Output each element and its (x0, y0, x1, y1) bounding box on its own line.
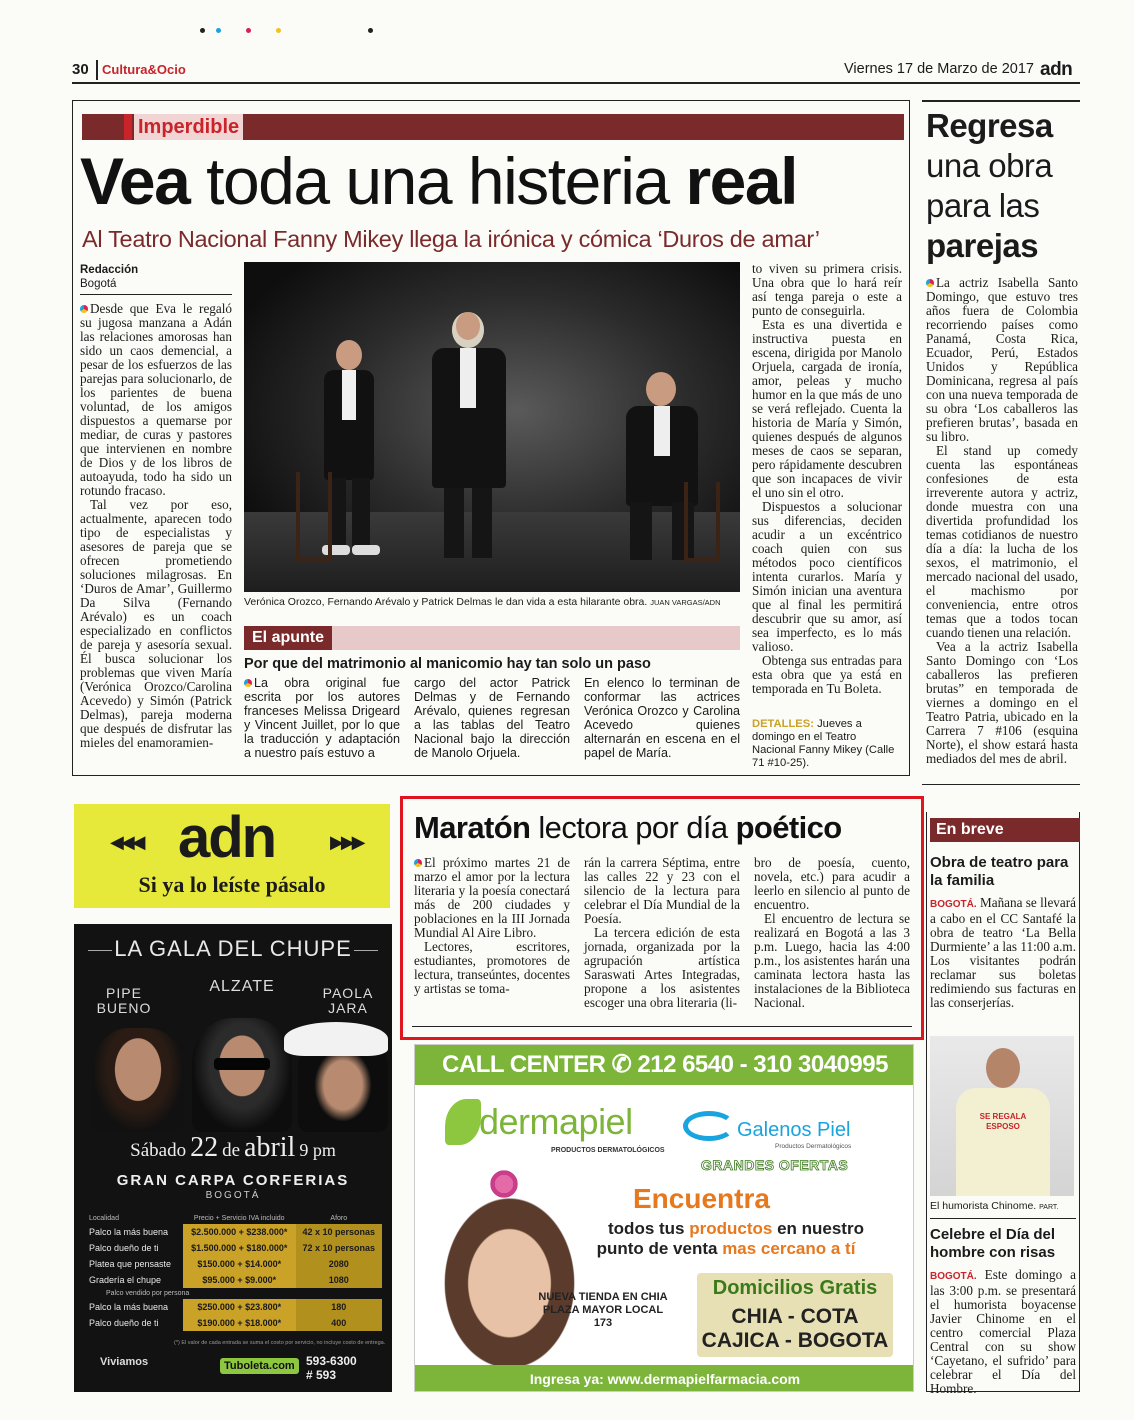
registration-marks (200, 28, 380, 38)
dermapiel-brand-sub: PRODUCTOS DERMATOLÓGICOS (551, 1147, 665, 1154)
apunte-title: Por que del matrimonio al manicomio hay tan solo un paso (244, 656, 651, 672)
main-subhead: Al Teatro Nacional Fanny Mikey llega la irónica y cómica ‘Duros de amar’ (82, 226, 820, 252)
maraton-col3-para-2: El encuentro de lectura se realizará en Bogotá a las 3 p.m. Luego, hacia las 4:00 p.m., los asistentes harán una caminata lectora hasta las instalaciones de la Biblioteca Nacional. (754, 911, 910, 1010)
shirt-text: SE REGALA ESPOSO (979, 1112, 1027, 1131)
side-bottom-rule (922, 784, 1080, 785)
main-col3-para-4: Obtenga sus entradas para esta obra que ya está en temporada en Tu Boleta. (752, 653, 902, 696)
brief-divider (930, 1218, 1076, 1219)
store-info: NUEVA TIENDA EN CHIA PLAZA MAYOR LOCAL 173 (538, 1291, 668, 1329)
brand-logo: adn (1040, 59, 1073, 80)
promo-line-1: todos tus productos en nuestro (608, 1219, 864, 1238)
cowboy-hat-icon (284, 1022, 388, 1056)
promo-arrows-right: ▶▶▶ (330, 832, 363, 852)
apunte-bullet-icon (244, 679, 252, 687)
header-rule (72, 82, 1080, 84)
promo-line-2: punto de venta mas cercano a tí (596, 1239, 856, 1258)
side-headline-line-3: para las (926, 187, 1040, 224)
price-header-aforo: Aforo (330, 1214, 348, 1222)
en-breve-kicker: En breve (930, 818, 1080, 842)
maraton-col1-para-2: Lectores, escritores, estudiantes, promotores de lectura, transeúntes, docentes y artistas se toma- (414, 939, 570, 996)
table-row: Palco la más buena $2.500.000 + $238.000* 42 x 10 personas (86, 1224, 382, 1240)
issue-date: Viernes 17 de Marzo de 2017 (844, 61, 1034, 77)
apunte-col-2: cargo del actor Patrick Delmas y de Fernando Arévalo, quienes regresan a las tablas del Teatro Nacional bajo la dirección de Manolo Orjuela. (414, 676, 570, 760)
main-col3-para-1: to viven su primera crisis. Una obra que lo hará reír así tenga pareja o este a punto de conseguirla. (752, 261, 902, 318)
gala-date (74, 1132, 392, 1164)
side-headline-line-2: una obra (926, 147, 1053, 184)
side-top-rule (922, 100, 1080, 102)
details-box (752, 718, 902, 770)
promo-arrows-left: ◀◀◀ (110, 832, 143, 852)
gala-title: LA GALA DEL CHUPE (114, 936, 352, 961)
gala-ad (74, 924, 392, 1392)
side-para-1: La actriz Isabella Santo Domingo, que estuvo tres años fuera de Colombia recorriendo países como Panamá, Costa Rica, Ecuador, Perú, Estados Unidos y República Dominicana, regresa al país con una nueva temporada de su obra ‘Los caballeros las prefieren brutas’, basada en su libro. (926, 275, 1078, 444)
table-row: Palco dueño de ti $1.500.000 + $180.000* 72 x 10 personas (86, 1240, 382, 1256)
maraton-col-1 (414, 856, 570, 996)
gala-date-day: Sábado (130, 1140, 187, 1161)
comedian-caption-text: El humorista Chinome. (930, 1200, 1037, 1212)
header-divider (96, 60, 98, 80)
artist-3: PAOLA JARA (322, 985, 374, 1016)
brief-2-city: BOGOTÁ. (930, 1271, 977, 1282)
brief-2-body (930, 1268, 1076, 1396)
comedian-shirt (956, 1088, 1050, 1196)
sponsor-logo: Viviamos (100, 1356, 149, 1368)
dermapiel-brand: dermapiel (479, 1101, 633, 1142)
offers-label: GRANDES OFERTAS (701, 1157, 849, 1173)
headline-part-3: real (685, 144, 797, 218)
gala-venue-city: BOGOTÁ (205, 1190, 261, 1201)
side-headline (926, 106, 1086, 266)
maraton-headline-part-1: Maratón (414, 810, 531, 845)
gala-date-time: 9 pm (299, 1140, 336, 1160)
chair-left (296, 472, 332, 562)
artist-1: PIPE BUENO (96, 985, 152, 1016)
delivery-box (697, 1273, 893, 1357)
galenos-brand: Galenos Piel (737, 1119, 851, 1141)
ticket-short-code: # 593 (306, 1368, 337, 1382)
maraton-col2-para-2: La tercera edición de esta jornada, organizada por la agrupación artística Saraswati Artes Integradas, propone a los asistentes escoger una obra literaria (li- (584, 925, 740, 1010)
page-number: 30 (72, 61, 89, 78)
price-header-price: Precio + Servicio IVA incluido (193, 1214, 285, 1222)
side-para-3: Vea a la actriz Isabella Santo Domingo con ‘Los caballeros las prefieren brutas” en temporada de viernes a domingo en el Teatro Patria, ubicado en la Carrera 7 #106 (esquina Norte), el show estará hasta mediados del mes de abril. (926, 639, 1078, 766)
maraton-bullet-icon (414, 859, 422, 867)
main-col3-para-2: Esta es una divertida e instructiva puesta en escena, dirigida por Manolo Orjuela, cargada de ironía, amor, peleas y mucho humor en la que más de uno se verá reflejado. Cuenta la historia de María y Simón, quienes después de algunos meses de caos se separan, pero rápidamente descubren que son incapaces de vivir el uno sin el otro. (752, 317, 902, 500)
artist-2: ALZATE (209, 978, 275, 995)
maraton-col-2 (584, 856, 740, 1010)
main-col3-para-3: Dispuestos a solucionar sus diferencias, deciden acudir a un excéntrico coach quien con sus métodos poco científicos intenta curarlos. María y Simón inician una aventura que al final les permitirá descubrir que su amor, así sea imperfecto, es lo más valioso. (752, 499, 902, 654)
encuentra-text: Encuentra (633, 1183, 770, 1214)
gala-title-rule-right (354, 950, 378, 951)
apunte-kicker: El apunte (244, 626, 332, 650)
maraton-col2-para-1: rán la carrera Séptima, entre las calles 22 y 23 con el silencio de la lectura para celebrar el Día Mundial de la Poesía. (584, 855, 740, 926)
lead-bullet-icon (80, 305, 88, 313)
chair-right (684, 482, 720, 562)
comedian-caption (930, 1200, 1076, 1212)
comedian-photo (930, 1036, 1074, 1196)
promo-tagline: Si ya lo leíste pásalo (138, 872, 326, 897)
table-row: Platea que pensaste $150.000 + $14.000* 2080 (86, 1256, 382, 1272)
maraton-col3-para-1: bro de poesía, cuento, novela, etc.) para acudir a leerlo en silencio al punto de encuentro. (754, 855, 910, 912)
orchid-icon (487, 1169, 521, 1199)
details-label: DETALLES: (752, 718, 814, 730)
byline-city: Bogotá (80, 278, 117, 290)
artist-portrait-2 (192, 1018, 292, 1132)
page-header (72, 60, 1082, 84)
price-table (86, 1212, 382, 1331)
photo-caption (244, 596, 740, 608)
side-headline-line-1: Regresa (926, 107, 1053, 144)
galenos-brand-sub: Productos Dermatológicos (775, 1143, 852, 1150)
brief-2-text: Este domingo a las 3:00 p.m. se presentará el humorista boyacense Javier Chinome en el centro comercial Plaza Central con su show ‘Cayetano, el sufrido’ para celebrar el Día del Hombre. (930, 1267, 1077, 1396)
main-col1-para-2: Tal vez por eso, actualmente, aparecen todo tipo de especialistas y asesores de pareja que se ofrecen prometiendo soluciones milagrosas. En ‘Duros de Amar’, Guillermo Da Silva (Fernando Arévalo) es un coach especializado en conflictos de pareja y asesoría sexual. Él busca solucionar los problemas que viven María (Verónica Orozco/Carolina Acevedo) y Simón (Patrick Delmas), pareja moderna que después de disfrutar las mieles del enamoramien- (80, 497, 232, 750)
main-headline (80, 146, 797, 216)
price-header-loc: Localidad (89, 1214, 119, 1222)
main-col1-para-1: Desde que Eva le regaló su jugosa manzana a Adán las relaciones amorosas han sido un caos demencial, a pesar de los esfuerzos de las parejas para solucionarlo, de los parientes de buena voluntad, de los amigos dispuestos a quemarse por mediar, de curas y pastores que intervienen en nombre de Dios y de los libros de autoayuda, todo ha sido un rotundo fracaso. (80, 301, 232, 498)
photo-credit: JUAN VARGAS/ADN (650, 598, 721, 607)
delivery-label: Domicilios Gratis (712, 1277, 878, 1299)
side-bullet-icon (926, 279, 934, 287)
table-row: Palco la más buena $250.000 + $23.800* 180 (86, 1299, 382, 1315)
sunglasses-icon (214, 1058, 270, 1070)
maraton-headline (414, 808, 842, 848)
apunte-col-1: La obra original fue escrita por los autores franceses Melissa Drigeard y Vincent Juillet, por lo que la traducción y adaptación a nuestro país estuvo a (244, 676, 400, 760)
adn-promo-box (74, 804, 390, 908)
table-row: Gradería el chupe $95.000 + $9.000* 1080 (86, 1272, 382, 1288)
maraton-headline-part-2: lectora por día (530, 810, 736, 845)
price-header-row (86, 1212, 382, 1224)
price-footnote: (*) El valor de cada entrada se suma el costo por servicio, no incluye costo de entrega. (174, 1340, 386, 1346)
leaf-logo-icon (445, 1099, 481, 1145)
apunte-col-3: En elenco lo terminan de conformar las actrices Verónica Orozco y Carolina Acevedo quienes alternarán en escena en el papel de María. (584, 676, 740, 760)
main-column-3 (752, 262, 902, 696)
kicker-accent (124, 114, 132, 140)
side-story-body (926, 276, 1078, 766)
comedian-head (986, 1048, 1020, 1088)
gala-date-de: de (222, 1140, 241, 1161)
delivery-cities-2: CAJICA - BOGOTA (701, 1329, 889, 1352)
brief-1-city: BOGOTÁ. (930, 899, 977, 910)
byline-rule (80, 294, 232, 295)
maraton-bottom-rule (412, 1026, 912, 1027)
gala-title-rule-left (88, 950, 112, 951)
coach-figure (424, 312, 514, 562)
ticketing-logo: Tuboleta.com (220, 1358, 299, 1374)
kicker-label: Imperdible (134, 114, 243, 140)
delivery-cities-1: CHIA - COTA (731, 1305, 859, 1328)
artist-portrait-1 (92, 1028, 184, 1132)
brief-1-text: Mañana se llevará a cabo en el CC Santafé la obra de teatro ‘La Bella Durmiente’ a las 11:00 a.m. Los visitantes podrán reclamar sus boletas redimiendo sus facturas en las conserjerías. (930, 895, 1076, 1010)
table-row: Palco dueño de ti $190.000 + $18.000* 400 (86, 1315, 382, 1331)
brief-1-body (930, 896, 1076, 1010)
gala-venue: GRAN CARPA CORFERIAS (116, 1172, 350, 1189)
promo-logo: adn (178, 805, 276, 870)
maraton-col1-para-1: El próximo martes 21 de marzo el amor por la lectura literaria y la poesía conectará más de 200 ciudades y poblaciones en la III Jornada Mundial Al Aire Libro. (414, 855, 570, 940)
gala-date-num: 22 (190, 1132, 219, 1163)
call-center-banner: CALL CENTER ✆ 212 6540 - 310 3040995 (415, 1045, 914, 1085)
maraton-headline-part-3: poético (735, 810, 842, 845)
gala-date-month: abril (244, 1132, 296, 1163)
headline-part-1: Vea (80, 144, 190, 218)
photo-caption-text: Verónica Orozco, Fernando Arévalo y Patrick Delmas le dan vida a esta hilarante obra. (244, 596, 648, 608)
ticket-phone: 593-6300 (306, 1354, 357, 1368)
website-banner: Ingresa ya: www.dermapielfarmacia.com (415, 1365, 914, 1392)
brief-1-title: Obra de teatro para la familia (930, 854, 1069, 889)
details-text: Jueves a domingo en el Teatro Nacional Fanny Mikey (Calle 71 #10-25). (752, 718, 895, 769)
main-column-1 (80, 302, 232, 750)
side-para-2: El stand up comedy cuenta las espontáneas confesiones de esta irreverente autora y actriz, donde muestra con una divertida profundidad los temas cotidianos de nuestro día a día: la lucha de los sexos, el matrimonio, el mercado nacional del usado, el machismo por conveniencia, entre otros temas que a todos tocan cuando tienen una relación. (926, 443, 1078, 640)
byline: Redacción (80, 264, 139, 276)
theater-photo (244, 262, 740, 592)
headline-part-2: toda una histeria (189, 144, 686, 218)
brief-2-title: Celebre el Día del hombre con risas (930, 1226, 1056, 1261)
comedian-photo-credit: PART. (1039, 1204, 1059, 1211)
section-name: Cultura&Ocio (102, 62, 186, 77)
side-headline-line-4: parejas (926, 227, 1039, 264)
dermapiel-ad (414, 1044, 914, 1392)
galenos-swirl-icon (683, 1111, 735, 1141)
maraton-col-3 (754, 856, 910, 1010)
price-subnote-row: Palco vendido por persona (106, 1290, 190, 1297)
